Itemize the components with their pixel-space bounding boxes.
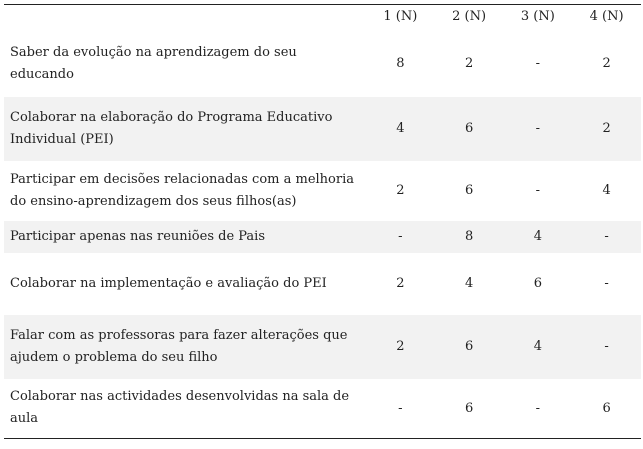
- cell-value: 2: [572, 97, 641, 161]
- cell-value: -: [398, 400, 403, 416]
- table-row: [4, 253, 641, 315]
- cell-value: 6: [435, 315, 504, 379]
- table-row: [4, 315, 641, 379]
- row-label: Saber da evolução na aprendizagem do seu educando: [10, 44, 297, 82]
- cell-value: 6: [464, 183, 474, 198]
- row-label: Participar em decisões relacionadas com a melhoria do ensino-aprendizagem dos seus filhos(as): [10, 171, 354, 209]
- data-table-container: [4, 4, 641, 439]
- table-row: [4, 161, 641, 221]
- row-label: Colaborar na elaboração do Programa Educativo Individual (PEI): [4, 97, 366, 161]
- cell-value: 6: [533, 276, 543, 291]
- cell-value: -: [572, 221, 641, 253]
- cell-value: -: [366, 221, 435, 253]
- cell-value: 2: [464, 56, 474, 71]
- cell-value: 4: [602, 183, 611, 198]
- cell-value: -: [535, 56, 541, 71]
- cell-value: -: [572, 315, 641, 379]
- cell-value: -: [604, 276, 609, 291]
- table-row: [4, 379, 641, 439]
- header-cell-label: [4, 5, 366, 31]
- cell-value: 4: [504, 221, 573, 253]
- table-row: [4, 31, 641, 97]
- row-label: Colaborar nas actividades desenvolvidas na sala de aula: [10, 389, 350, 427]
- cell-value: 4: [504, 315, 573, 379]
- cell-value: 4: [366, 97, 435, 161]
- table-row: [4, 221, 641, 253]
- row-label: Falar com as professoras para fazer alterações que ajudem o problema do seu filho: [4, 315, 366, 379]
- cell-value: 8: [396, 56, 405, 71]
- header-cell-4: 4 (N): [589, 9, 624, 24]
- cell-value: -: [504, 97, 573, 161]
- cell-value: 8: [435, 221, 504, 253]
- cell-value: -: [535, 400, 541, 416]
- cell-value: 6: [464, 400, 474, 416]
- cell-value: 2: [366, 315, 435, 379]
- table-row: [4, 97, 641, 161]
- row-label: Colaborar na implementação e avaliação do PEI: [10, 275, 327, 291]
- row-label: Participar apenas nas reuniões de Pais: [4, 221, 366, 253]
- cell-value: 6: [435, 97, 504, 161]
- cell-value: 6: [602, 400, 611, 416]
- data-table: [4, 4, 641, 439]
- cell-value: 2: [396, 276, 405, 291]
- header-cell-3: 3 (N): [520, 9, 555, 24]
- cell-value: 4: [464, 276, 474, 291]
- header-cell-1: 1 (N): [383, 9, 418, 24]
- header-cell-2: 2 (N): [452, 9, 487, 24]
- cell-value: 2: [602, 56, 611, 71]
- cell-value: 2: [396, 183, 405, 198]
- cell-value: -: [535, 183, 541, 198]
- table-header-row: [4, 5, 641, 31]
